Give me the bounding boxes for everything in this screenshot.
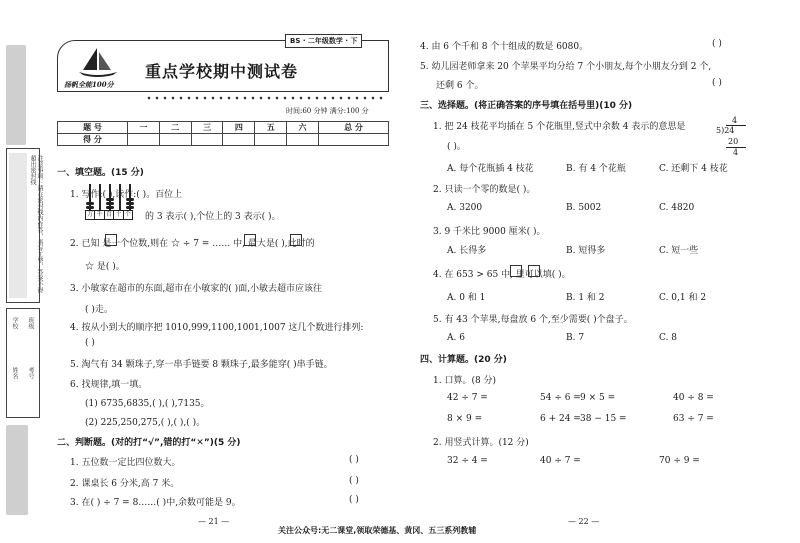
- abacus-bead: [86, 202, 94, 205]
- exam-title: 重点学校期中测试卷: [145, 62, 299, 81]
- longdiv-product: 20: [728, 137, 739, 146]
- oral-calc-title: 1. 口算。(8 分): [433, 376, 497, 386]
- q2-5-line-a: 5. 幼儿园老师拿来 20 个苹果平均分给 7 个小朋友,每个小朋友分到 2 个,: [420, 62, 712, 72]
- answer-box[interactable]: [105, 234, 117, 246]
- score-header-row: [58, 122, 389, 134]
- q3-5-option-a[interactable]: A. 6: [447, 333, 465, 343]
- score-cell[interactable]: [287, 134, 319, 146]
- footer-text: 关注公众号:无二课堂,领取荣德基、黄冈、五三系列教辅: [278, 526, 477, 535]
- score-cell[interactable]: [318, 134, 388, 146]
- abacus-label: 万: [86, 211, 95, 219]
- binding-bar-top: [6, 45, 26, 145]
- q3-4-option-c[interactable]: C. 0,1 和 2: [659, 293, 707, 303]
- score-cell[interactable]: [255, 134, 287, 146]
- long-division-figure: [716, 116, 746, 160]
- abacus-label: 个: [124, 211, 131, 218]
- q2-4: 4. 由 6 个千和 8 个十组成的数是 6080。: [420, 42, 589, 52]
- q3-1-line-a: 1. 把 24 枝花平均插在 5 个花瓶里,竖式中余数 4 表示的意思是: [433, 122, 686, 132]
- q1-4-line-a: 4. 按从小到大的顺序把 1010,999,1100,1001,1007 这几个数进行排列:: [70, 323, 364, 333]
- score-col-3: 三: [191, 122, 223, 134]
- q3-3-option-c[interactable]: C. 短一些: [659, 246, 699, 256]
- q3-2: 2. 只读一个零的数是( )。: [433, 185, 536, 195]
- q1-1-line-b: 的 3 表示( ),个位上的 3 表示( )。: [145, 212, 281, 222]
- page-number-left: — 21 —: [198, 517, 230, 526]
- q1-6-part-1: (1) 6735,6835,( ),( ),7135。: [85, 399, 210, 409]
- abacus-label: 十: [114, 211, 123, 219]
- vertical-calc-title: 2. 用竖式计算。(12 分): [433, 438, 529, 448]
- q3-2-option-b[interactable]: B. 5002: [566, 203, 602, 213]
- q3-2-option-c[interactable]: C. 4820: [659, 203, 695, 213]
- abacus-label: 千: [95, 211, 104, 219]
- q2-1: 1. 五位数一定比四位数大。: [70, 458, 181, 468]
- student-info-box: [6, 308, 40, 418]
- oral-item: 6 + 24 =: [540, 414, 581, 424]
- q3-1-option-b[interactable]: B. 有 4 个花瓶: [566, 164, 626, 174]
- score-cell[interactable]: [223, 134, 255, 146]
- oral-item: 9 × 5 =: [580, 393, 616, 403]
- abacus-bead: [126, 206, 134, 209]
- oral-item: 42 ÷ 7 =: [447, 393, 488, 403]
- q1-2-line-b: ☆ 是( )。: [85, 262, 125, 272]
- longdiv-remainder: 4: [733, 148, 739, 157]
- section-2-title: 二、判断题。(对的打“√”,错的打“✕”)(5 分): [57, 438, 241, 448]
- score-col-5: 五: [255, 122, 287, 134]
- grade-tag: BS · 二年级数学 · 下: [285, 34, 362, 48]
- q3-5: 5. 有 43 个苹果,每盘放 6 个,至少需要( )个盘子。: [433, 315, 633, 325]
- q2-3: 3. 在( ) ÷ 7 = 8……( )中,余数可能是 9。: [70, 498, 241, 508]
- q1-2-line-a: 2. 已知 是一个位数,则在 ☆ ÷ 7 = …… 中, 最大是( ),此时的: [70, 239, 315, 249]
- score-cell[interactable]: [159, 134, 191, 146]
- q2-4-answer[interactable]: ( ): [712, 39, 722, 49]
- q3-3: 3. 9 千米比 9000 厘米( )。: [433, 227, 546, 237]
- dotted-rule: [145, 96, 385, 100]
- field-number: 考号: [27, 367, 34, 379]
- field-class: 班级: [27, 317, 34, 329]
- q1-5: 5. 淘气有 34 颗珠子,穿一串手链要 8 颗珠子,最多能穿( )串手链。: [70, 360, 333, 370]
- vertical-item: 70 ÷ 9 =: [659, 456, 700, 466]
- notice-box: [6, 148, 43, 303]
- binding-strip: [0, 40, 44, 510]
- section-3-title: 三、选择题。(将正确答案的序号填在括号里)(10 分): [420, 101, 633, 111]
- q3-4-option-b[interactable]: B. 1 和 2: [566, 293, 605, 303]
- exam-header: [57, 37, 389, 100]
- abacus-base: [85, 210, 133, 220]
- oral-item: 63 ÷ 7 =: [673, 414, 714, 424]
- section-4-title: 四、计算题。(20 分): [420, 355, 507, 365]
- score-col-total: 总 分: [318, 122, 388, 134]
- longdiv-quotient: 4: [732, 116, 738, 125]
- q3-1-option-c[interactable]: C. 还剩下 4 枝花: [659, 164, 728, 174]
- score-value-row: [58, 134, 389, 146]
- section-1-title: 一、填空题。(15 分): [57, 168, 144, 178]
- q2-1-answer[interactable]: ( ): [349, 455, 359, 465]
- q2-5-line-b: 还剩 6 个。: [436, 81, 484, 91]
- answer-box[interactable]: [528, 265, 540, 277]
- q1-1-line-a: 1. 写作:( ),读作:( )。百位上: [70, 190, 183, 200]
- answer-box[interactable]: [510, 265, 522, 277]
- q2-2: 2. 课桌长 6 分米,高 7 米。: [70, 479, 180, 489]
- abacus-bead: [86, 206, 94, 209]
- q3-4: 4. 在 653 > 65 中, 里可以填( )。: [433, 270, 571, 280]
- score-col-4: 四: [223, 122, 255, 134]
- q3-5-option-b[interactable]: B. 7: [566, 333, 585, 343]
- q1-3-line-a: 3. 小敏家在超市的东面,超市在小敏家的( )面,小敏去超市应该往: [70, 284, 323, 294]
- q3-2-option-a[interactable]: A. 3200: [447, 203, 483, 213]
- longdiv-dividend: 5)24: [716, 126, 735, 135]
- answer-box[interactable]: [290, 234, 302, 246]
- abacus-label: 百: [105, 211, 114, 219]
- abacus-bead: [106, 206, 114, 209]
- q3-3-option-a[interactable]: A. 长得多: [447, 246, 487, 256]
- q3-4-option-a[interactable]: A. 0 和 1: [447, 293, 486, 303]
- longdiv-bar: [726, 125, 746, 126]
- q3-1-line-b: ( )。: [447, 142, 466, 152]
- q3-5-option-c[interactable]: C. 8: [659, 333, 678, 343]
- oral-item: 54 ÷ 6 =: [540, 393, 581, 403]
- oral-item: 8 × 9 =: [447, 414, 483, 424]
- score-col-label: 题 号: [58, 122, 128, 134]
- sailboat-logo-icon: [75, 46, 119, 78]
- score-row-label: 得 分: [58, 134, 128, 146]
- time-score: 时间:60 分钟 满分:100 分: [286, 107, 369, 115]
- q2-2-answer[interactable]: ( ): [349, 476, 359, 486]
- oral-item: 40 ÷ 8 =: [673, 393, 714, 403]
- vertical-item: 40 ÷ 7 =: [540, 456, 581, 466]
- page-number-right: — 22 —: [568, 517, 600, 526]
- abacus-bead: [106, 202, 114, 205]
- answer-box[interactable]: [244, 234, 256, 246]
- score-col-1: 一: [128, 122, 160, 134]
- brand-logo: 扬帆全能100分: [64, 80, 114, 89]
- vertical-item: 32 ÷ 4 =: [447, 456, 488, 466]
- q2-5-answer[interactable]: ( ): [712, 78, 722, 88]
- notice-text: 注意事项：请在密封线内作答，书写工整，答案不得超出密封线: [29, 155, 43, 293]
- q2-3-answer[interactable]: ( ): [349, 495, 359, 505]
- q1-6: 6. 找规律,填一填。: [70, 380, 148, 390]
- notice-shade: [9, 153, 27, 298]
- q3-1-option-a[interactable]: A. 每个花瓶插 4 枝花: [447, 164, 534, 174]
- score-col-6: 六: [287, 122, 319, 134]
- score-table: [57, 121, 389, 146]
- field-school: 学校: [11, 317, 18, 329]
- score-cell[interactable]: [128, 134, 160, 146]
- q1-3-line-b: ( )走。: [85, 305, 113, 315]
- abacus-bead: [126, 202, 134, 205]
- q3-3-option-b[interactable]: B. 短得多: [566, 246, 606, 256]
- oral-item: 38 − 15 =: [580, 414, 627, 424]
- score-col-2: 二: [159, 122, 191, 134]
- binding-bar-bottom: [6, 425, 28, 515]
- score-cell[interactable]: [191, 134, 223, 146]
- q1-4-line-b: ( ): [85, 338, 95, 348]
- q1-6-part-2: (2) 225,250,275,( ),( ),( )。: [85, 418, 206, 428]
- field-name: 姓名: [11, 367, 18, 379]
